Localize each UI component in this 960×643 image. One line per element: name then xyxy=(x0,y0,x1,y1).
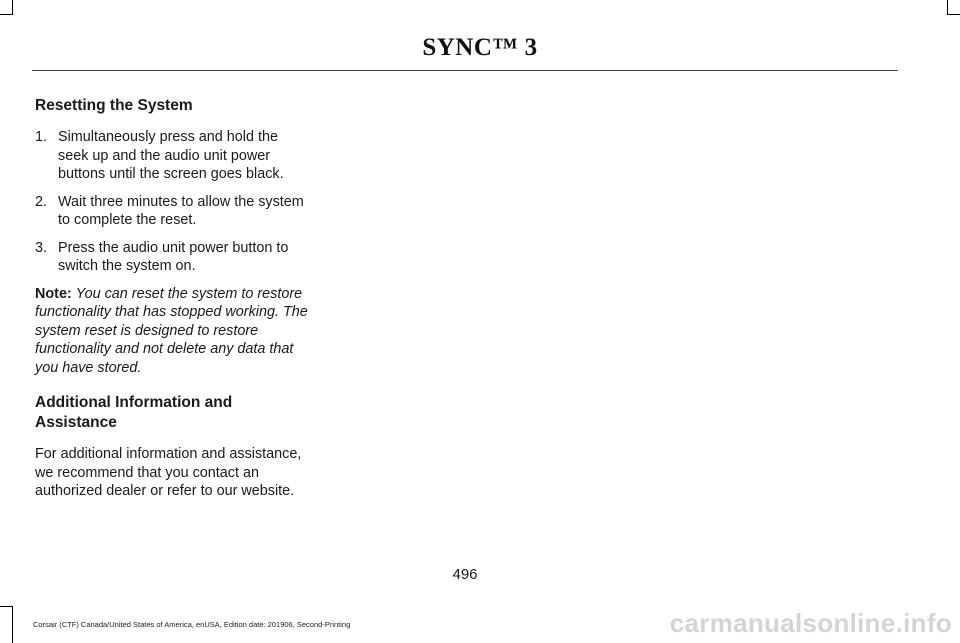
crop-mark-top-right-horizontal xyxy=(947,14,960,15)
section-heading-additional-info: Additional Information and Assistance xyxy=(35,394,233,431)
page-number: 496 xyxy=(452,566,478,583)
crop-mark-top-right-vertical xyxy=(947,0,948,14)
note-label: Note: xyxy=(35,285,72,302)
reset-steps-list xyxy=(35,128,310,276)
list-item xyxy=(35,193,310,230)
step-number: 1. xyxy=(35,129,48,145)
section-heading-resetting: Resetting the System xyxy=(35,97,193,114)
list-item xyxy=(35,128,310,184)
step-text: Wait three minutes to allow the system to complete the reset. xyxy=(58,193,304,228)
crop-mark-bottom-left-vertical xyxy=(12,607,13,643)
step-number: 2. xyxy=(35,193,48,210)
crop-mark-bottom-left-horizontal xyxy=(0,606,13,607)
crop-mark-top-left-vertical xyxy=(12,0,13,14)
edition-footer: Corsair (CTF) Canada/United States of America, enUSA, Edition date: 201906, Second-Printing xyxy=(33,620,351,629)
additional-info-paragraph: For additional information and assistance, we recommend that you contact an authorized dealer or refer to our website. xyxy=(35,446,302,499)
note-paragraph xyxy=(35,285,310,378)
crop-mark-top-left-horizontal xyxy=(0,14,13,15)
header-divider xyxy=(32,70,898,71)
page-title: SYNC™ 3 xyxy=(422,34,538,61)
step-text: Press the audio unit power button to switch the system on. xyxy=(58,239,289,274)
step-number: 3. xyxy=(35,239,48,256)
content-column xyxy=(35,96,310,501)
note-text: You can reset the system to restore functionality that has stopped working. The system reset is designed to restore functionality and not delete any data that you have stored. xyxy=(35,285,308,376)
watermark-text: carmanualsonline.info xyxy=(669,608,952,638)
list-item xyxy=(35,239,310,276)
step-text: Simultaneously press and hold the seek up and the audio unit power buttons until the screen goes black. xyxy=(58,129,284,182)
